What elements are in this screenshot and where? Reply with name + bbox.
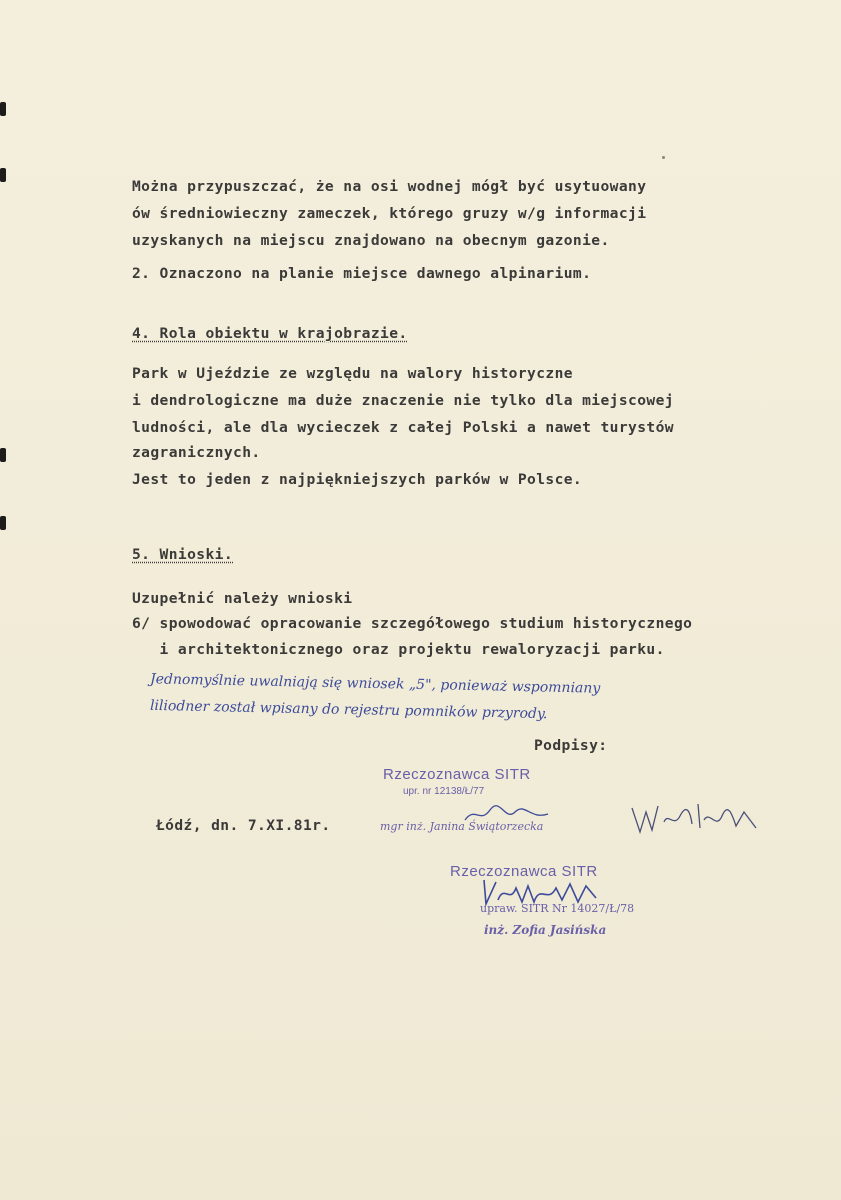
stamp-1-title: Rzeczoznawca SITR — [383, 766, 531, 783]
section-5-heading: 5. Wnioski. — [132, 546, 234, 563]
signature-2 — [628, 798, 763, 838]
section-4-line: ludności, ale dla wycieczek z całej Polski a nawet turystów — [132, 419, 674, 436]
signatures-label: Podpisy: — [534, 737, 608, 754]
paragraph-line: Można przypuszczać, że na osi wodnej mógł być usytuowany — [132, 178, 647, 195]
stamp-1-name: mgr inż. Janina Świątorzecka — [380, 820, 544, 833]
stamp-2-title: Rzeczoznawca SITR — [450, 863, 598, 880]
section-4-line: Jest to jeden z najpiękniejszych parków w Polsce. — [132, 471, 583, 488]
section-4-line: Park w Ujeździe ze względu na walory historyczne — [132, 365, 573, 382]
handwritten-note-line: liliodner został wpisany do rejestru pomników przyrody. — [149, 697, 548, 723]
stamp-2-name: inż. Zofia Jasińska — [484, 923, 607, 937]
section-5-line: 6/ spowodować opracowanie szczegółowego studium historycznego — [132, 615, 693, 632]
binding-mark — [0, 516, 6, 530]
handwritten-note-line: Jednomyślnie uwalniają się wniosek „5", ponieważ wspomniany — [149, 671, 601, 697]
place-date: Łódź, dn. 7.XI.81r. — [156, 817, 331, 834]
section-5-line: Uzupełnić należy wnioski — [132, 590, 353, 607]
binding-mark — [0, 168, 6, 182]
section-4-line: i dendrologiczne ma duże znaczenie nie tylko dla miejscowej — [132, 392, 674, 409]
binding-mark — [0, 448, 6, 462]
paragraph-line: 2. Oznaczono na planie miejsce dawnego alpinarium. — [132, 265, 592, 282]
section-4-line: zagranicznych. — [132, 444, 261, 461]
stamp-2-number: upraw. SITR Nr 14027/Ł/78 — [480, 902, 635, 915]
binding-mark — [0, 102, 6, 116]
paper-speck — [662, 156, 665, 159]
stamp-1-number: upr. nr 12138/Ł/77 — [403, 786, 485, 797]
section-5-line: i architektonicznego oraz projektu rewaloryzacji parku. — [132, 641, 665, 658]
paragraph-line: uzyskanych na miejscu znajdowano na obecnym gazonie. — [132, 232, 610, 249]
paragraph-line: ów średniowieczny zameczek, którego gruzy w/g informacji — [132, 205, 647, 222]
section-4-heading: 4. Rola obiektu w krajobrazie. — [132, 325, 408, 342]
signature-1 — [460, 800, 555, 828]
